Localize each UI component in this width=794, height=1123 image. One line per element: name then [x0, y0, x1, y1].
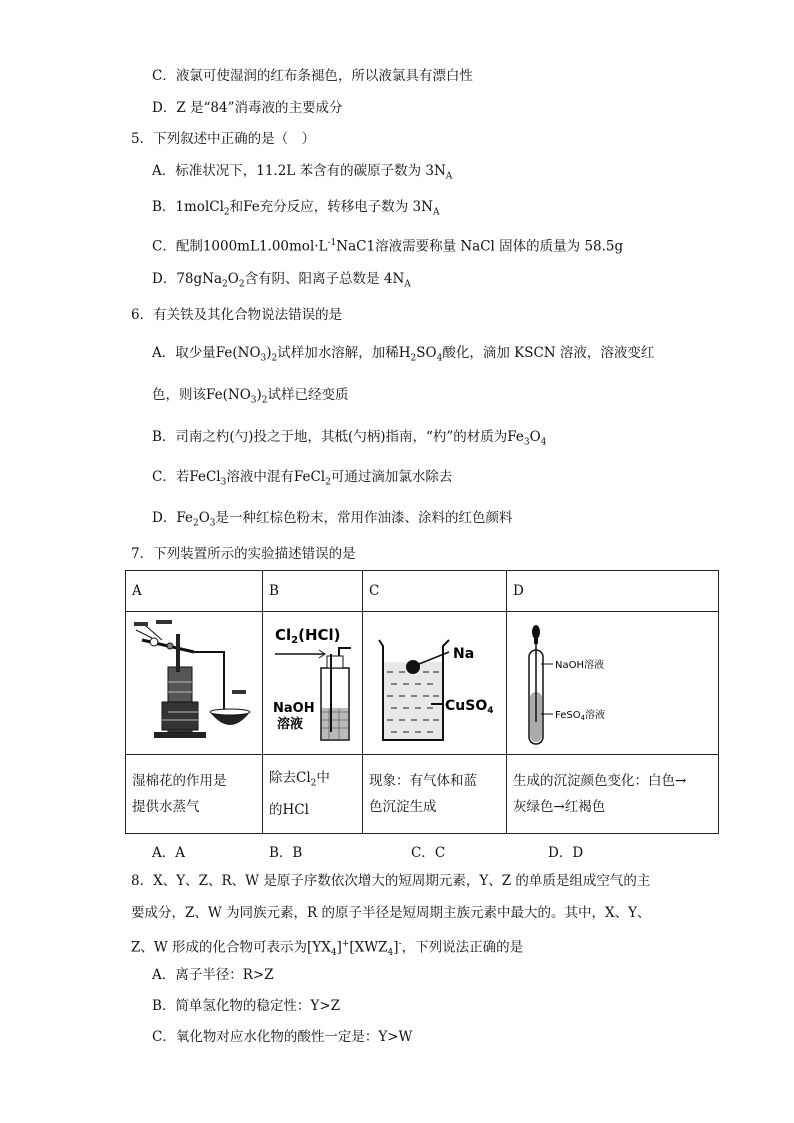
text: 中 [316, 770, 330, 787]
answer-d: D．D [548, 845, 584, 861]
iron-steam-apparatus-figure [132, 612, 256, 750]
subscript: 4 [330, 948, 337, 959]
subscript: 2 [291, 635, 299, 646]
q6-stem: 6．有关铁及其化合物说法错误的是 [131, 307, 343, 323]
text: 色，则该Fe(NO [152, 387, 251, 403]
text: ) [266, 345, 272, 361]
subscript: 4 [487, 706, 494, 716]
figure-d-cell [507, 612, 719, 755]
answer-a: A．A [152, 845, 185, 861]
subscript: A [432, 207, 440, 218]
text: 现象：有气体和蓝 [369, 773, 477, 789]
q7-apparatus-table [125, 570, 719, 834]
text: A．取少量Fe(NO [152, 345, 261, 361]
subscript: 3 [209, 518, 216, 529]
answer-b: B．B [269, 845, 303, 861]
desc-b [263, 755, 363, 834]
subscript: 2 [223, 207, 230, 218]
dropper-test-tube-figure [513, 612, 712, 750]
subscript: 4 [580, 714, 586, 722]
text: 除去 [269, 770, 296, 787]
q8-stem-line3 [131, 935, 523, 962]
header-d: D [507, 571, 719, 612]
text: O [529, 429, 541, 445]
text: C．配制1000mL1.00mol·L [152, 238, 328, 255]
text: ) [256, 387, 262, 403]
q8-stem-line1: 8．X、Y、Z、R、W 是原子序数依次增大的短周期元素，Y、Z 的单质是组成空气的主 [131, 873, 651, 889]
sodium-label: Na [453, 646, 475, 662]
subscript: 4 [540, 437, 547, 448]
text: 提供水蒸气 [132, 799, 200, 815]
subscript: 2 [310, 778, 317, 789]
text: 灰绿色→红褐色 [513, 799, 606, 815]
text: 的HCl [269, 801, 309, 818]
text: D．78gNa [152, 271, 223, 287]
q6-option-b [152, 428, 546, 452]
subscript: 2 [261, 395, 268, 406]
text: NaC1溶液需要称量 NaCl 固体的质量为 58.5g [336, 238, 624, 255]
subscript: 2 [410, 353, 417, 364]
figure-a-cell [126, 612, 263, 755]
text: O [227, 271, 239, 287]
desc-d [507, 755, 719, 834]
figure-b-cell [263, 612, 363, 755]
subscript: 4 [436, 353, 443, 364]
subscript: A [445, 171, 453, 182]
superscript: - [398, 939, 402, 949]
text: Z、W 形成的化合物可表示为[YX [131, 939, 331, 956]
q5-option-a [152, 162, 452, 186]
header-a: A [126, 571, 263, 612]
text: A．标准状况下，11.2L 苯含有的碳原子数为 3N [152, 163, 446, 179]
subscript: 2 [271, 353, 278, 364]
subscript: 2 [222, 279, 228, 290]
q6-option-a-line2 [152, 386, 349, 410]
text: 湿棉花的作用是 [132, 773, 227, 789]
text: ] [393, 939, 399, 956]
subscript: 3 [220, 477, 227, 488]
table-figure-row [126, 612, 719, 755]
cuso4-label [445, 698, 494, 716]
text: Cl [275, 626, 292, 644]
q8-option-b: B．简单氢化物的稳定性：Y>Z [152, 998, 341, 1014]
desc-c [363, 755, 507, 834]
subscript: 4 [387, 948, 394, 959]
text: 试样加水溶解，加稀H [277, 345, 411, 361]
subscript: 2 [192, 518, 199, 529]
q5-option-b [152, 198, 439, 222]
gas-label [275, 626, 341, 646]
q5-stem: 5．下列叙述中正确的是（ ） [131, 131, 316, 147]
q6-option-d [152, 509, 513, 533]
gas-wash-bottle-figure [269, 612, 356, 750]
beaker-sodium-figure [369, 612, 500, 750]
q4-option-d: D．Z 是“84”消毒液的主要成分 [152, 100, 343, 116]
text: 试样已经变质 [267, 387, 349, 403]
table-header-row [126, 571, 719, 612]
superscript: + [341, 939, 350, 949]
subscript: 3 [260, 353, 267, 364]
text: 溶液 [585, 710, 606, 721]
text: D．Fe [152, 510, 193, 526]
feso4-solution-label [555, 708, 605, 722]
text: FeSO [555, 710, 581, 721]
table-description-row [126, 755, 719, 834]
q8-stem-line2: 要成分，Z、W 为同族元素，R 的原子半径是短周期主族元素中最大的。其中，X、Y、 [131, 905, 651, 921]
text: 和Fe充分反应，转移电子数为 3N [229, 199, 433, 215]
q5-option-d [152, 270, 411, 294]
q7-stem: 7．下列装置所示的实验描述错误的是 [131, 546, 356, 562]
text: 含有阴、阳离子总数是 4N [244, 271, 405, 287]
text: C．若FeCl [152, 469, 221, 485]
text: [XWZ [349, 939, 388, 956]
q8-option-c: C．氧化物对应水化物的酸性一定是：Y>W [152, 1029, 413, 1045]
text: SO [416, 345, 437, 361]
subscript: 3 [523, 437, 530, 448]
q6-option-c [152, 468, 452, 492]
superscript: -1 [327, 238, 337, 248]
text: CuSO [445, 698, 488, 714]
text: O [198, 510, 210, 526]
text: Cl [296, 770, 311, 787]
text: 溶液中混有FeCl [226, 469, 326, 485]
text: (HCl) [298, 626, 341, 644]
header-b: B [263, 571, 363, 612]
q8-option-a: A．离子半径：R>Z [152, 967, 274, 983]
text: 色沉淀生成 [369, 799, 437, 815]
text: ，下列说法正确的是 [401, 939, 524, 956]
subscript: 2 [325, 477, 331, 488]
subscript: 3 [250, 395, 257, 406]
text: 是一种红棕色粉末，常用作油漆、涂料的红色颜料 [215, 510, 513, 526]
text: ] [336, 939, 342, 956]
q4-option-c: C．液氯可使湿润的红布条褪色，所以液氯具有漂白性 [152, 68, 473, 84]
q6-option-a-line1 [152, 344, 654, 368]
text: B．1molCl [152, 199, 224, 215]
text: B．司南之杓(勺)投之于地，其柢(勺柄)指南，“杓”的材质为Fe [152, 429, 524, 445]
naoh-solution-label: NaOH溶液 [555, 660, 604, 671]
q5-option-c [152, 234, 623, 256]
text: 酸化，滴加 KSCN 溶液，溶液变红 [442, 345, 655, 361]
text: 生成的沉淀颜色变化：白色→ [513, 773, 687, 789]
answer-c: C．C [411, 845, 446, 861]
subscript: A [404, 279, 411, 290]
figure-c-cell [363, 612, 507, 755]
naoh-label: NaOH [273, 701, 315, 716]
desc-a [126, 755, 263, 834]
solution-label: 溶液 [277, 717, 304, 732]
header-c: C [363, 571, 507, 612]
subscript: 2 [238, 279, 245, 290]
text: 可通过滴加氯水除去 [330, 469, 453, 485]
